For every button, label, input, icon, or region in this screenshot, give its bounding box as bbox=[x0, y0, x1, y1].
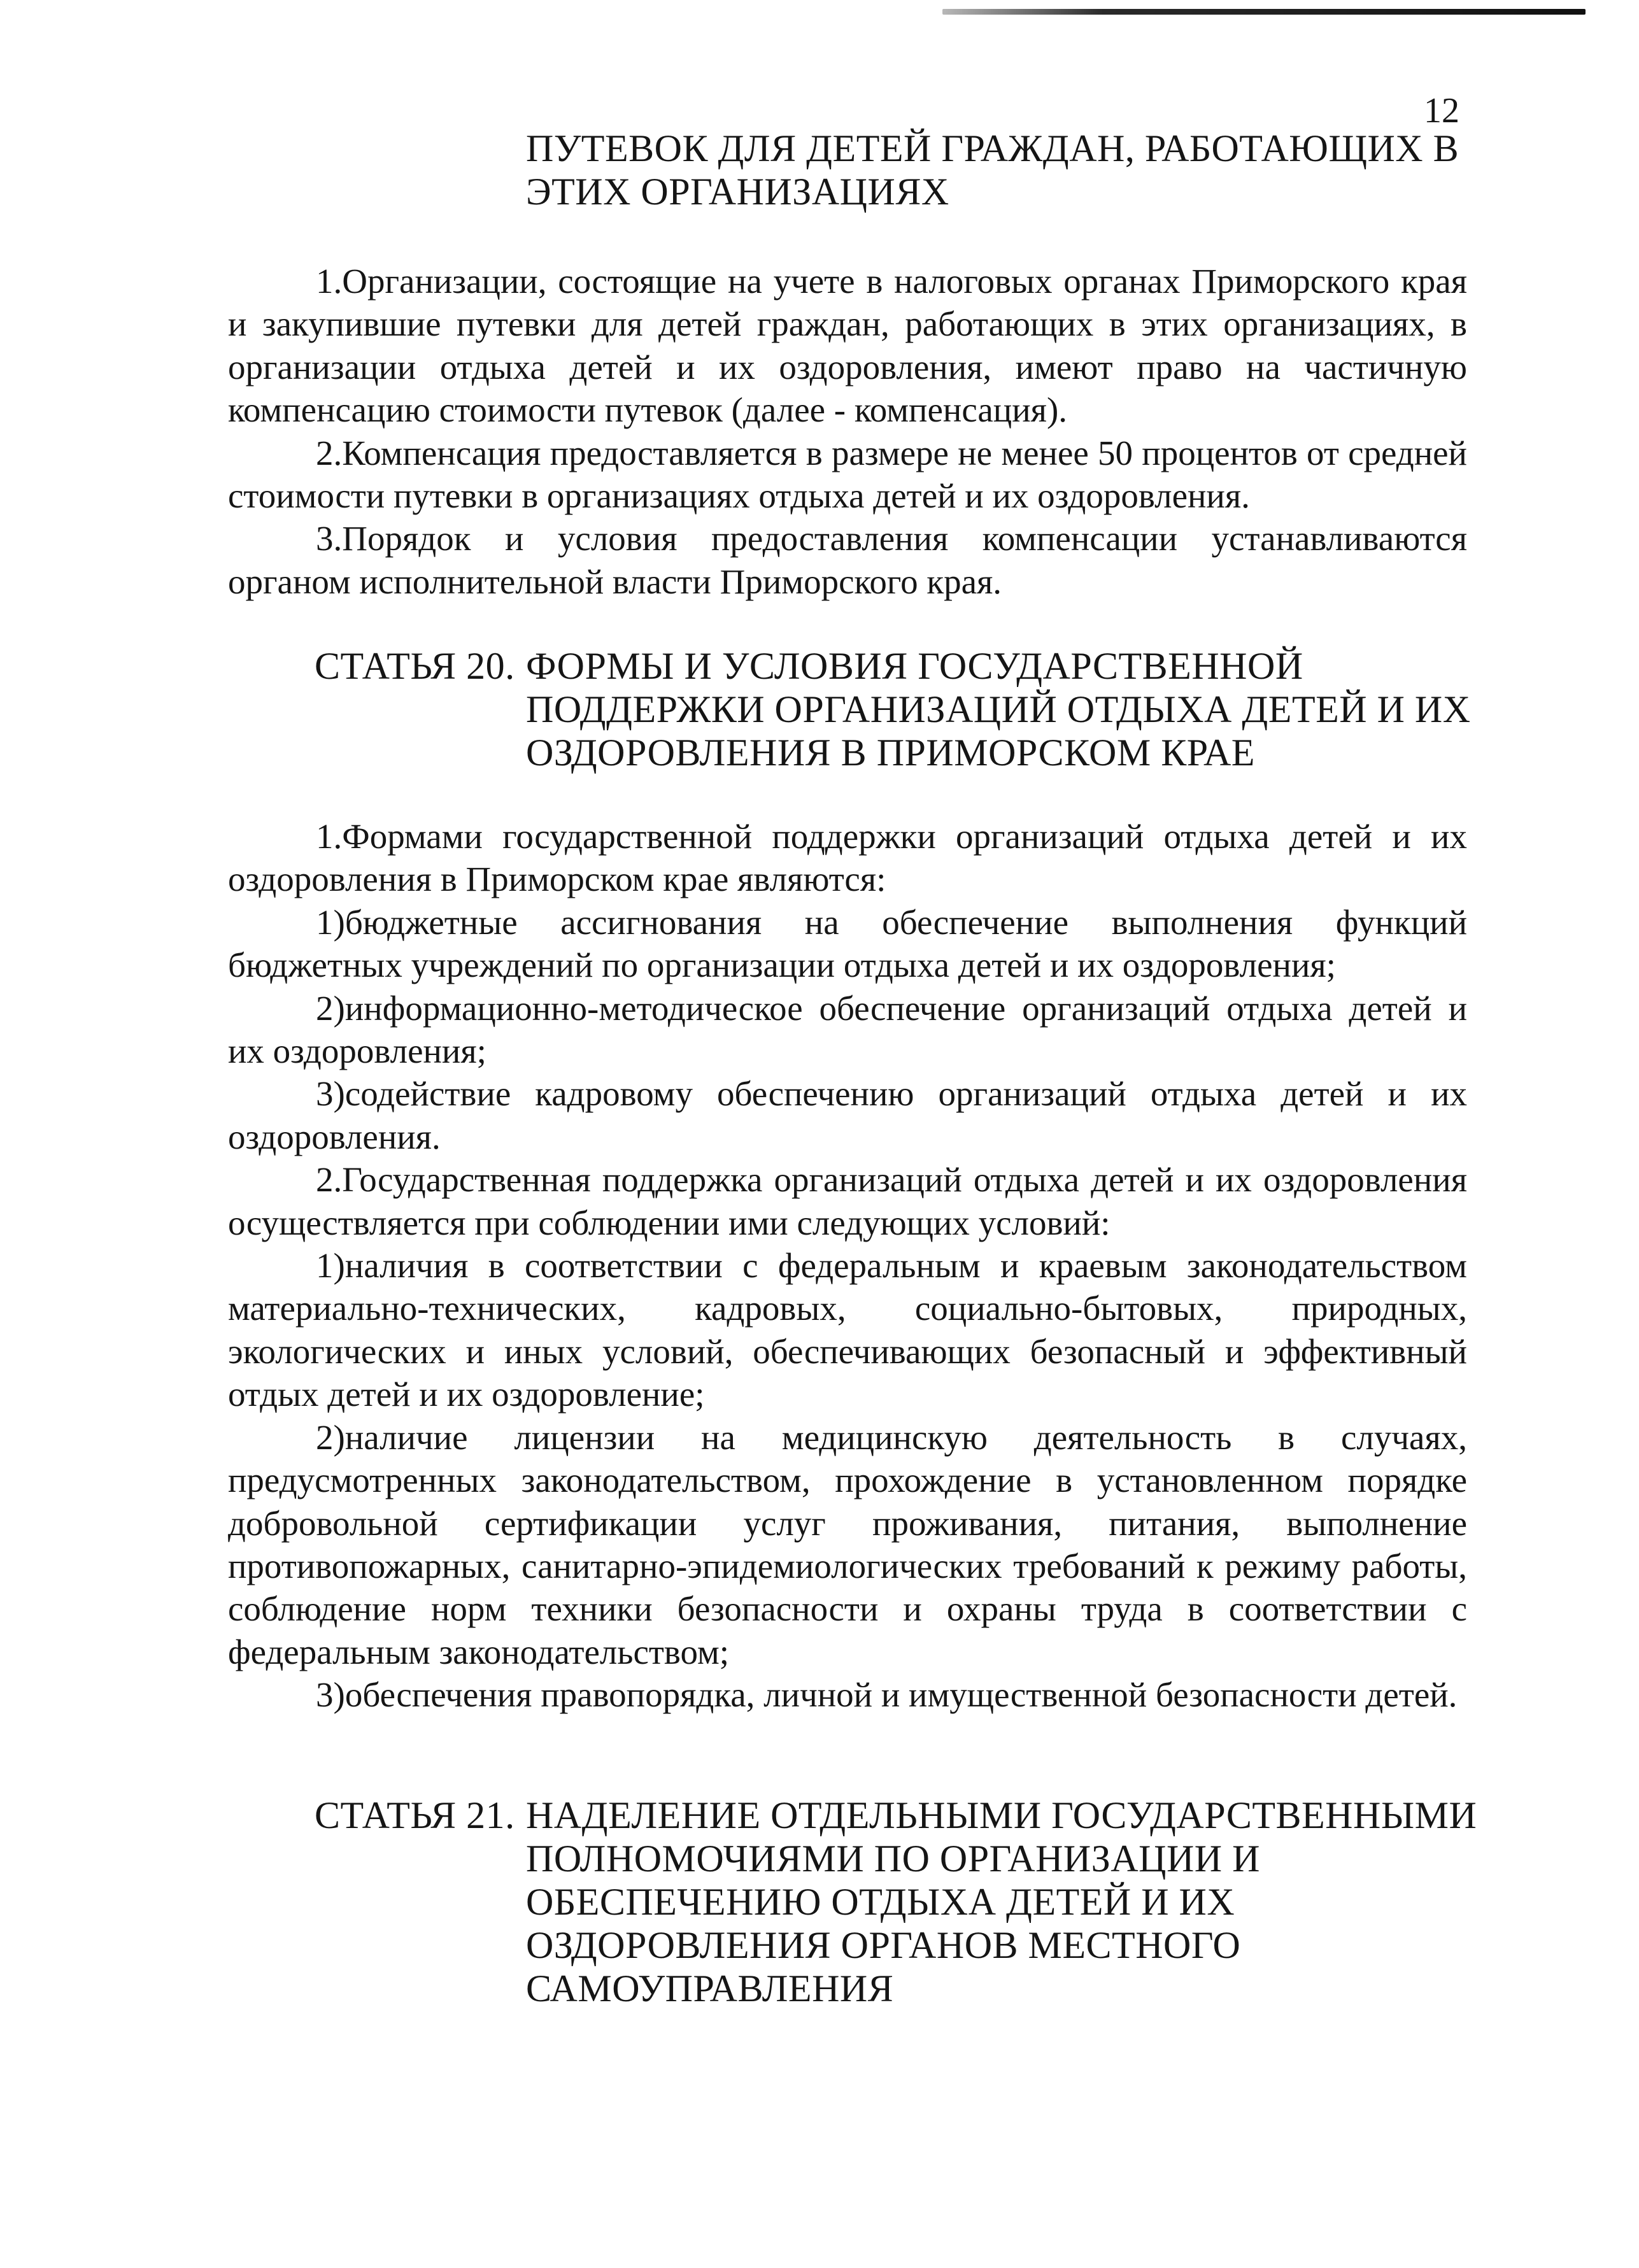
article-title-line: ФОРМЫ И УСЛОВИЯ ГОСУДАРСТВЕННОЙ bbox=[526, 645, 1303, 687]
paragraph: 2.Государственная поддержка организаций отдыха детей и их оздоровления осуществляется при соблюдении ими следующих условий: bbox=[228, 1160, 1467, 1242]
paragraph: 1.Организации, состоящие на учете в налоговых органах Приморского края и закупившие путевки для детей граждан, работающих в этих организациях, в организации отдыха детей и их оздоровления, имеют право на частичную компенсацию стоимости путевок (далее - компенсация). bbox=[228, 262, 1467, 430]
paragraph: 3)содействие кадровому обеспечению организаций отдыха детей и их оздоровления. bbox=[228, 1074, 1467, 1156]
article-number: СТАТЬЯ 20. bbox=[315, 645, 515, 687]
article-20-body bbox=[228, 815, 1467, 1717]
section-top-body bbox=[228, 260, 1467, 603]
heading-line: ПУТЕВОК ДЛЯ ДЕТЕЙ ГРАЖДАН, РАБОТАЮЩИХ В bbox=[526, 127, 1459, 169]
paragraph: 3.Порядок и условия предоставления компенсации устанавливаются органом исполнительной власти Приморского края. bbox=[228, 519, 1467, 601]
article-title-line: ОБЕСПЕЧЕНИЮ ОТДЫХА ДЕТЕЙ И ИХ bbox=[526, 1881, 1235, 1923]
paragraph: 2)информационно-методическое обеспечение организаций отдыха детей и их оздоровления; bbox=[228, 988, 1467, 1071]
heading-line: ЭТИХ ОРГАНИЗАЦИЯХ bbox=[526, 171, 949, 213]
article-title-line: ПОДДЕРЖКИ ОРГАНИЗАЦИЙ ОТДЫХА ДЕТЕЙ И ИХ bbox=[526, 688, 1471, 730]
paragraph: 2)наличие лицензии на медицинскую деятельность в случаях, предусмотренных законодательством, прохождение в установленном порядке добровольной сертификации услуг проживания, питания, выполнение противопожарных, санитарно-эпидемиологических требований к режиму работы, соблюдение норм техники безопасности и охраны труда в соответствии с федеральным законодательством; bbox=[228, 1417, 1467, 1671]
article-number: СТАТЬЯ 21. bbox=[315, 1794, 515, 1836]
article-title-line: НАДЕЛЕНИЕ ОТДЕЛЬНЫМИ ГОСУДАРСТВЕННЫМИ bbox=[526, 1794, 1477, 1836]
article-title-line: ОЗДОРОВЛЕНИЯ В ПРИМОРСКОМ КРАЕ bbox=[526, 732, 1255, 774]
paragraph: 1)бюджетные ассигнования на обеспечение выполнения функций бюджетных учреждений по организации отдыха детей и их оздоровления; bbox=[228, 902, 1467, 985]
paragraph: 3)обеспечения правопорядка, личной и имущественной безопасности детей. bbox=[316, 1675, 1458, 1715]
article-title-line: ОЗДОРОВЛЕНИЯ ОРГАНОВ МЕСТНОГО bbox=[526, 1924, 1241, 1966]
paragraph: 1)наличия в соответствии с федеральным и краевым законодательством материально-технических, кадровых, социально-бытовых, природных, экологических и иных условий, обеспечивающих безопасный и эффективный отдых детей и их оздоровление; bbox=[228, 1246, 1467, 1414]
page-number: 12 bbox=[1424, 91, 1459, 131]
paragraph: 2.Компенсация предоставляется в размере не менее 50 процентов от средней стоимости путевки в организациях отдыха детей и их оздоровления. bbox=[228, 433, 1467, 516]
scan-artifact-line bbox=[942, 9, 1586, 15]
article-title-line: САМОУПРАВЛЕНИЯ bbox=[526, 1967, 894, 2009]
heading-continuation bbox=[526, 127, 1459, 213]
article-title-line: ПОЛНОМОЧИЯМИ ПО ОРГАНИЗАЦИИ И bbox=[526, 1838, 1260, 1880]
paragraph: 1.Формами государственной поддержки организаций отдыха детей и их оздоровления в Приморском крае являются: bbox=[228, 817, 1467, 899]
